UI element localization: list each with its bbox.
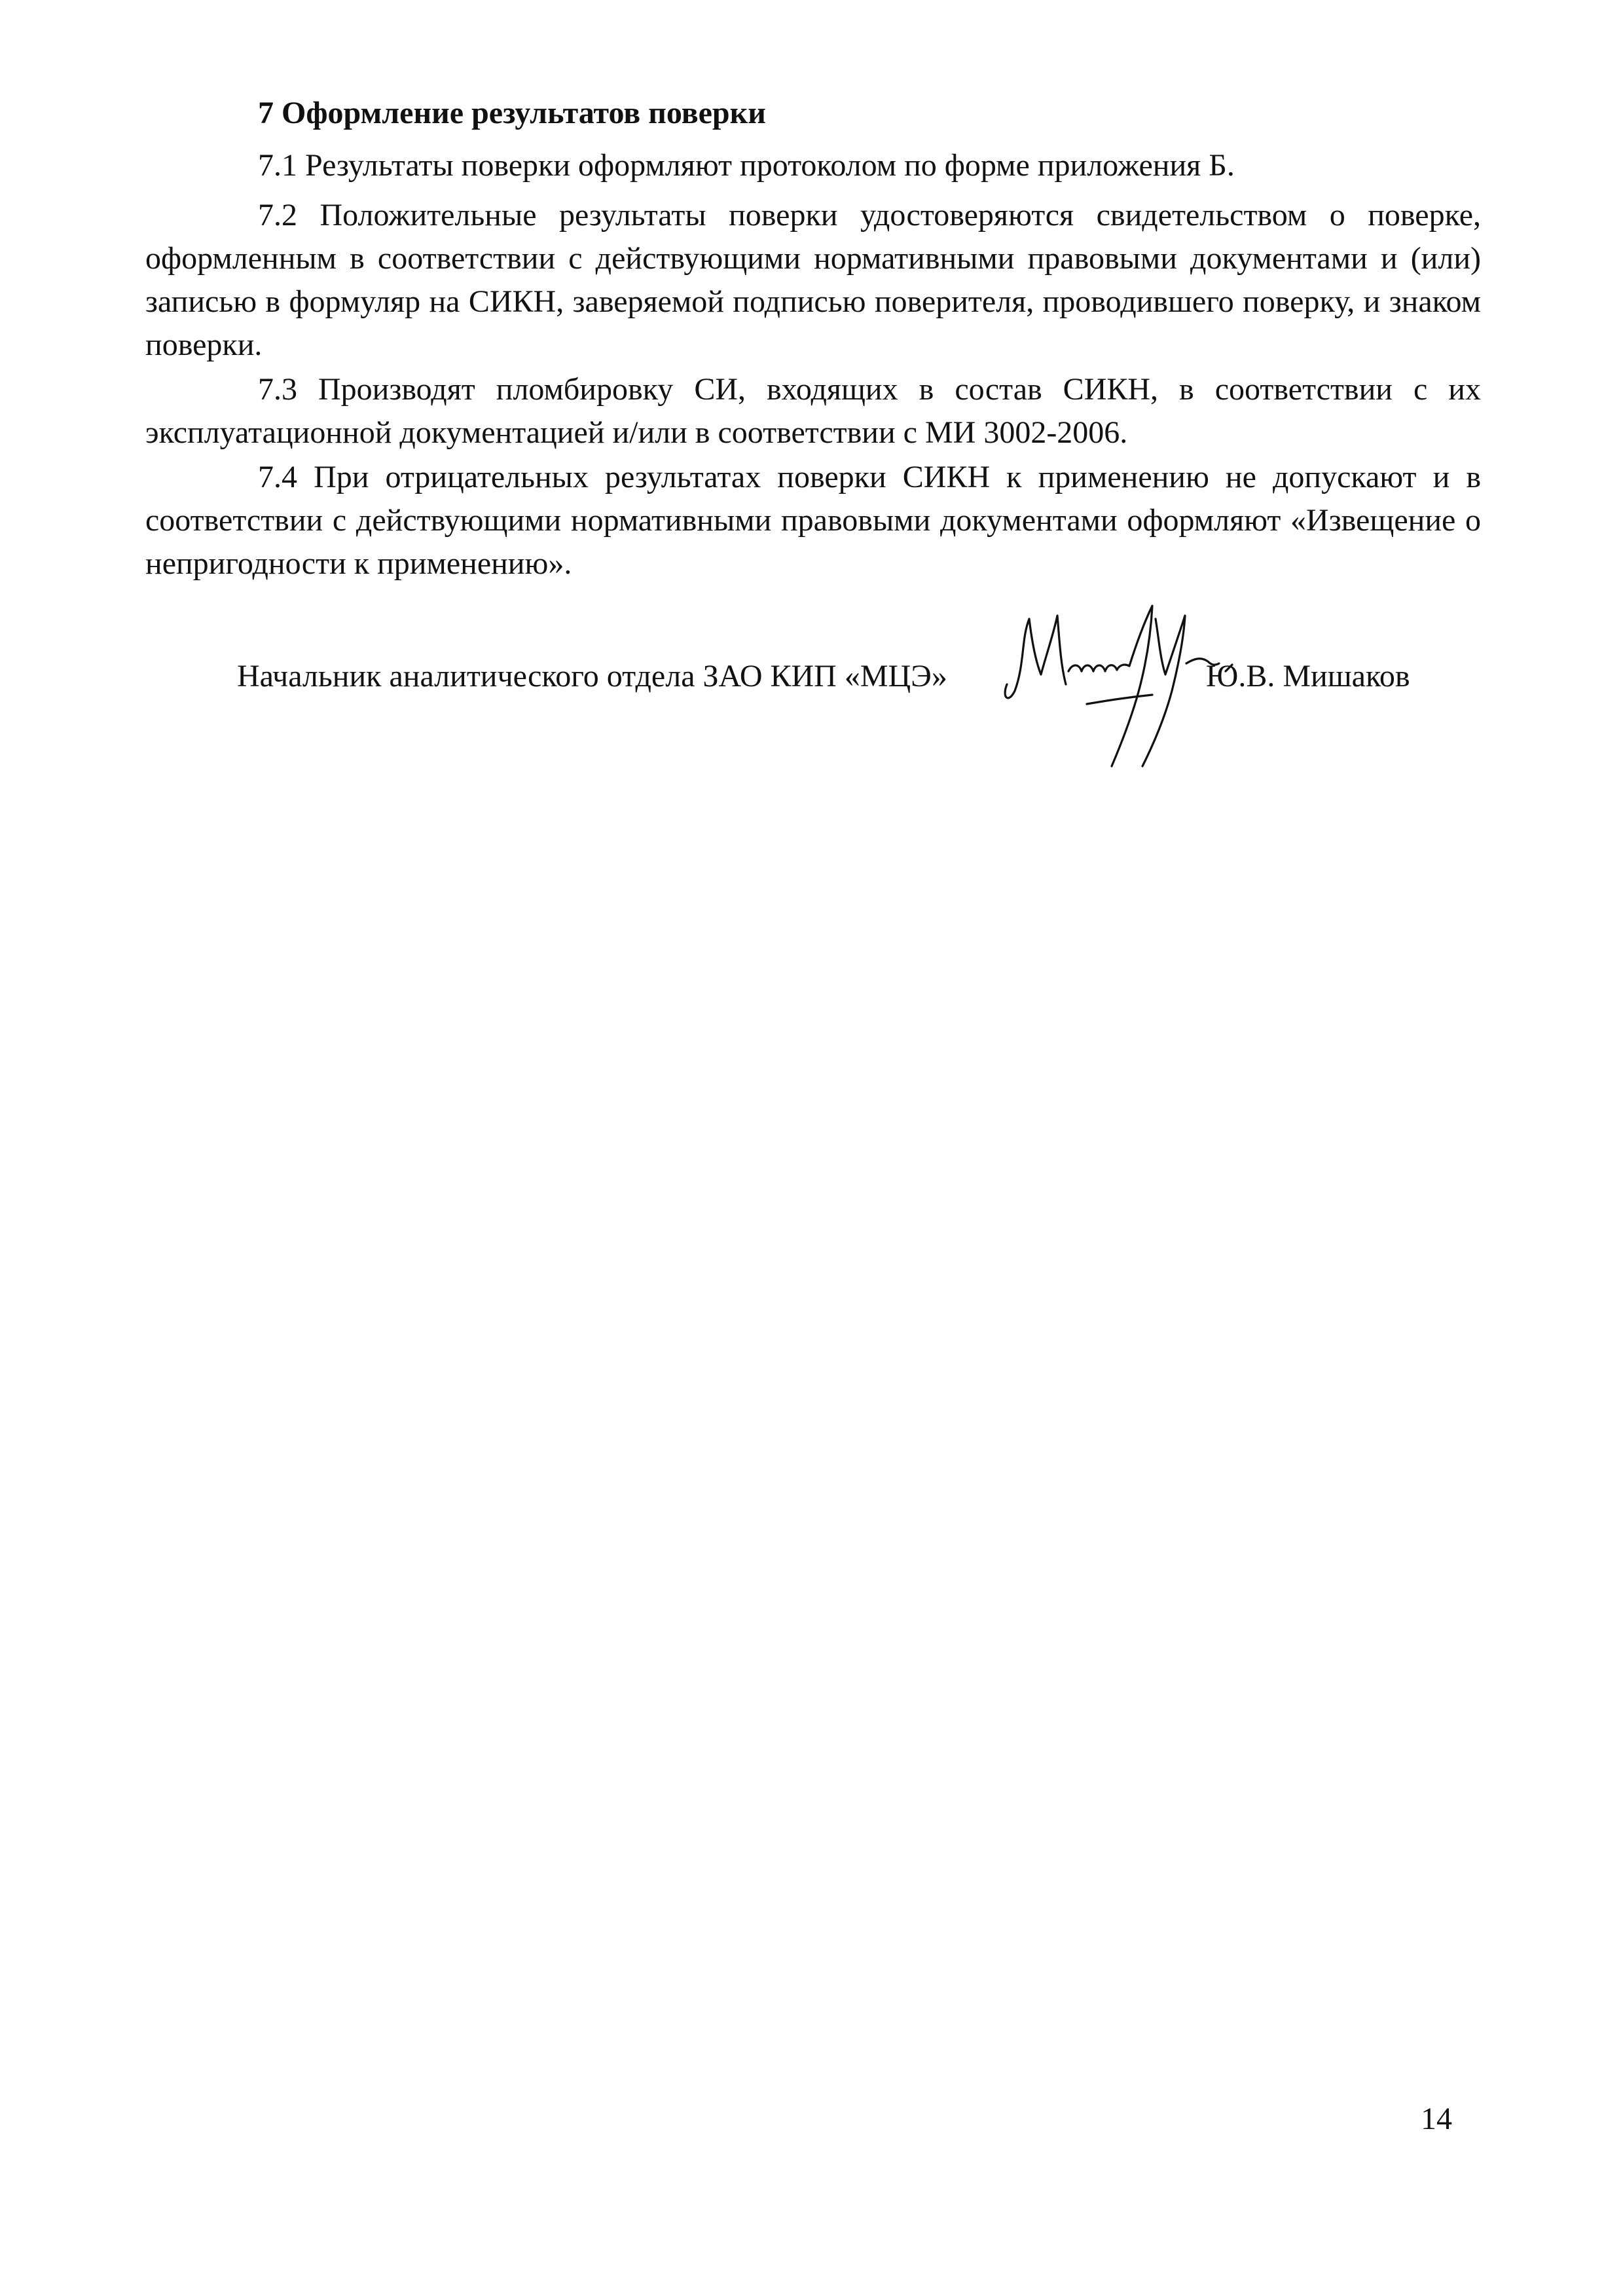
signature-block <box>237 655 1442 707</box>
paragraph-7-1: 7.1 Результаты поверки оформляют протоколом по форме приложения Б. <box>258 148 1235 183</box>
page-number: 14 <box>1421 2102 1452 2136</box>
section-heading: 7 Оформление результатов поверки <box>258 96 766 130</box>
signatory-title: Начальник аналитического отдела ЗАО КИП «МЦЭ» <box>237 659 947 694</box>
handwritten-signature <box>995 593 1250 776</box>
paragraph-7-4: 7.4 При отрицательных результатах поверки СИКН к применению не допускают и в соответствии с действующими нормативными правовыми документами оформляют «Извещение о непригодности к применению». <box>145 460 1481 581</box>
paragraph-7-2: 7.2 Положительные результаты поверки удостоверяются свидетельством о поверке, оформленным в соответствии с действующими нормативными правовыми документами и (или) записью в формуляр на СИКН, заверяемой подписью поверителя, проводившего поверку, и знаком поверки. <box>145 198 1481 362</box>
paragraph-7-3: 7.3 Производят пломбировку СИ, входящих в состав СИКН, в соответствии с их эксплуатационной документацией и/или в соответствии с МИ 3002-2006. <box>145 372 1481 450</box>
signatory-name: Ю.В. Мишаков <box>1206 659 1410 694</box>
document-body <box>145 92 1481 585</box>
